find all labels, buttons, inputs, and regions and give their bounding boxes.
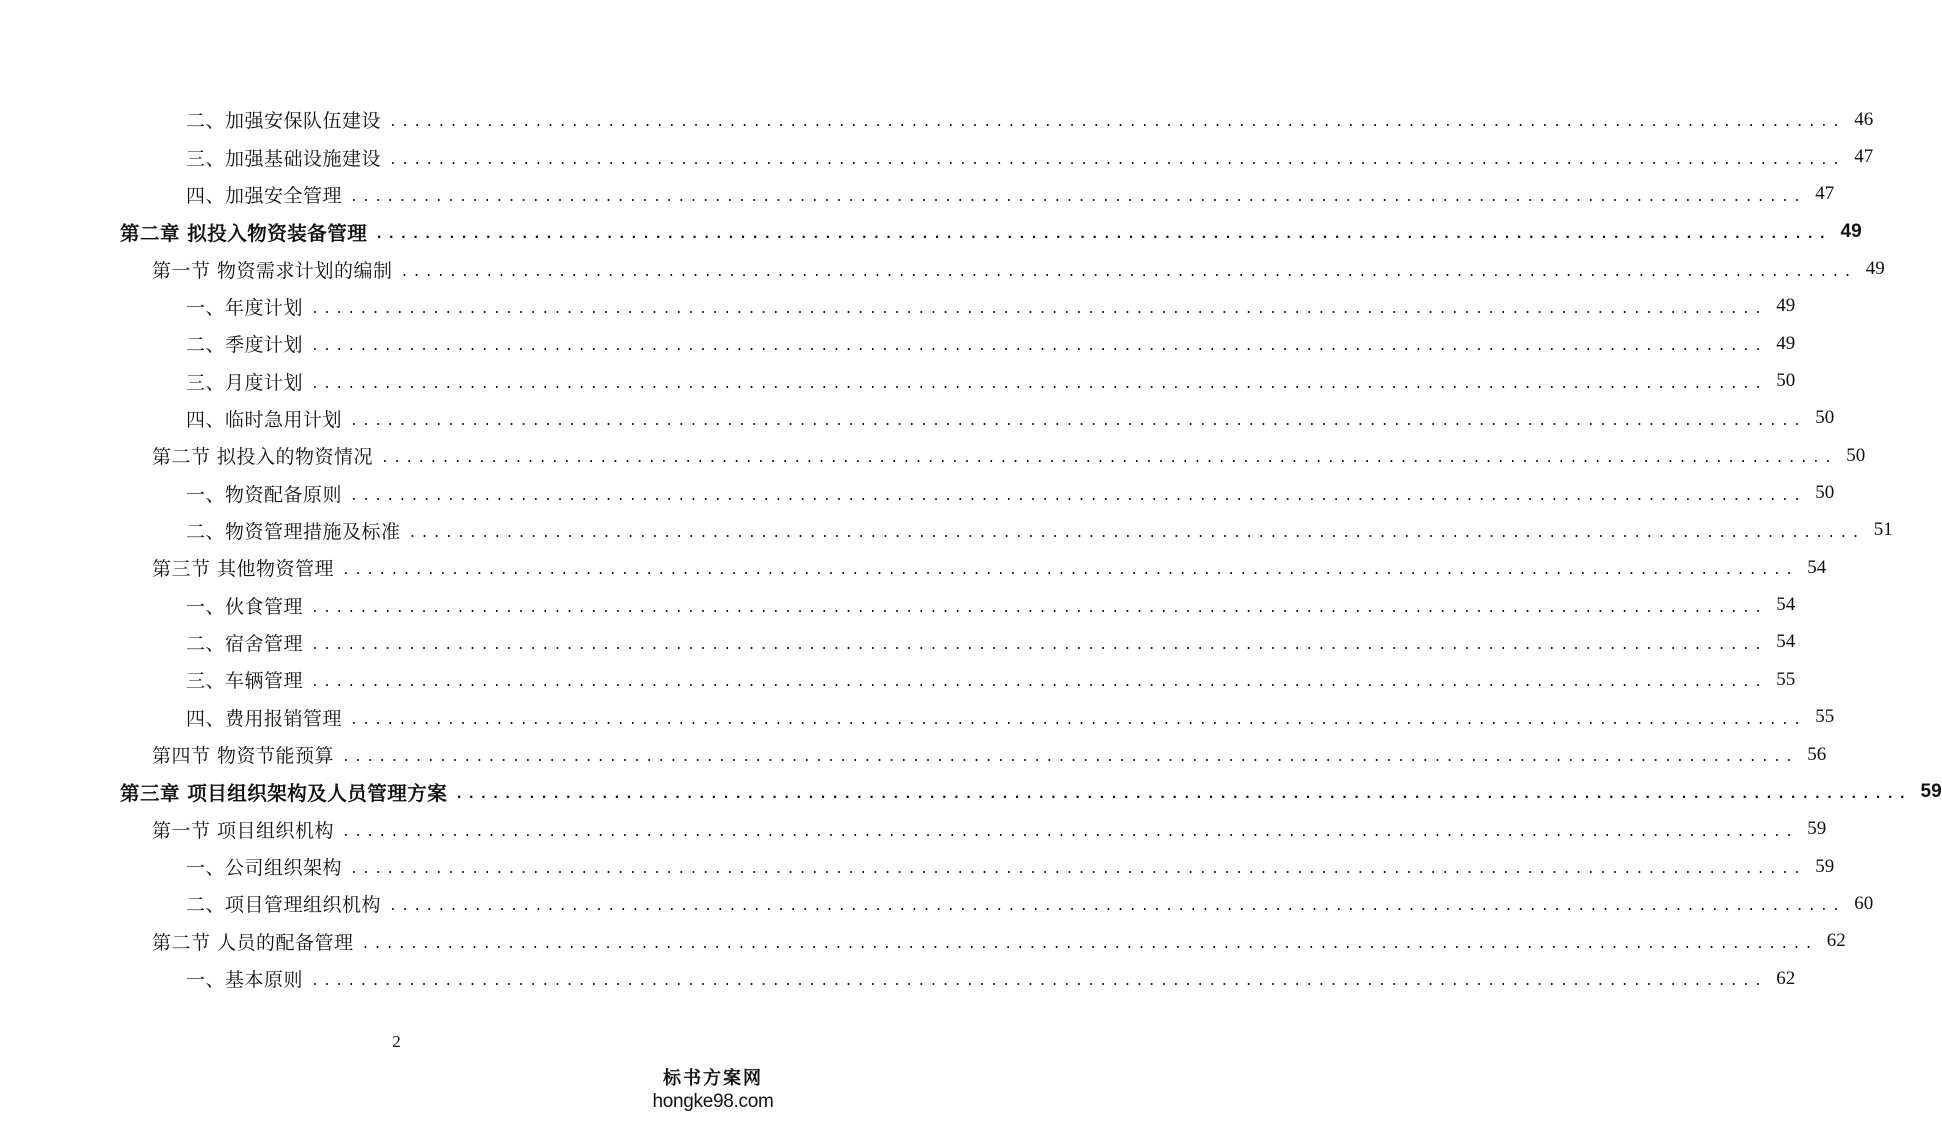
toc-subsection-entry[interactable] [0,101,1874,138]
toc-subsection-entry[interactable] [0,960,1796,997]
toc-leader-dots: ........................................................................................................................ [381,451,1837,467]
toc-entry-page: 55 [1776,668,1796,690]
watermark-logo [647,1068,779,1114]
toc-section-entry[interactable] [0,549,1827,586]
toc-entry-page: 49 [1840,220,1862,242]
toc-section-entry[interactable] [0,250,1885,287]
toc-leader-dots: ........................................................................................................................ [350,712,1806,728]
toc-entry-label: 二、宿舍管理 [186,632,304,655]
toc-entry-page: 49 [1776,295,1796,317]
toc-leader-dots: ........................................................................................................................ [311,376,1767,392]
toc-leader-dots: ........................................................................................................................ [350,189,1806,205]
toc-entry-label: 第三章 项目组织架构及人员管理方案 [120,781,448,805]
toc-subsection-entry[interactable] [0,474,1835,511]
toc-entry-label: 四、临时急用计划 [186,408,343,431]
toc-entry-page: 47 [1815,183,1835,205]
toc-entry-page: 59 [1815,855,1835,877]
toc-entry-label: 第一节 物资需求计划的编制 [152,259,393,282]
toc-leader-dots: ........................................................................................................................ [389,899,1845,915]
toc-entry-label: 一、基本原则 [186,969,304,992]
toc-entry-label: 四、费用报销管理 [186,707,343,730]
toc-subsection-entry[interactable] [0,586,1796,623]
toc-entry-page: 54 [1776,594,1796,616]
toc-entry-page: 50 [1815,407,1835,429]
toc-leader-dots: ........................................................................................................................ [400,264,1856,280]
watermark-name: 标书方案网 [663,1068,763,1089]
toc-chapter-entry[interactable] [0,213,1862,250]
toc-subsection-entry[interactable] [0,362,1796,399]
toc-entry-page: 54 [1807,556,1827,578]
toc-entry-page: 47 [1854,146,1874,168]
toc-subsection-entry[interactable] [0,885,1874,922]
toc-leader-dots: ........................................................................................................................ [408,525,1864,541]
toc-entry-page: 46 [1854,108,1874,130]
toc-leader-dots: ........................................................................................................................ [455,787,1911,803]
toc-entry-label: 第一节 项目组织机构 [152,819,335,842]
toc-entry-page: 49 [1776,332,1796,354]
toc-section-entry[interactable] [0,811,1827,848]
toc-leader-dots: ........................................................................................................................ [311,974,1767,990]
toc-leader-dots: ........................................................................................................................ [350,413,1806,429]
toc-entry-label: 第二节 人员的配备管理 [152,931,354,954]
toc-leader-dots: ........................................................................................................................ [389,152,1845,168]
toc-entry-label: 一、伙食管理 [186,595,304,618]
toc-leader-dots: ........................................................................................................................ [342,750,1798,766]
page-number: 2 [392,1032,401,1051]
toc-entry-page: 49 [1865,258,1885,280]
toc-entry-page: 50 [1846,444,1866,466]
toc-entry-label: 二、季度计划 [186,334,304,357]
toc-subsection-entry[interactable] [0,176,1835,213]
toc-leader-dots: ........................................................................................................................ [342,824,1798,840]
toc-leader-dots: ........................................................................................................................ [311,675,1767,691]
toc-entry-page: 60 [1854,892,1874,914]
toc-leader-dots: ........................................................................................................................ [350,862,1806,878]
toc-entry-page: 55 [1815,706,1835,728]
toc-entry-page: 59 [1920,780,1942,802]
toc-subsection-entry[interactable] [0,624,1796,661]
toc-subsection-entry[interactable] [0,325,1796,362]
toc-entry-label: 三、月度计划 [186,371,304,394]
toc-subsection-entry[interactable] [0,400,1835,437]
toc-entry-label: 二、项目管理组织机构 [186,894,382,917]
toc-entry-label: 三、加强基础设施建设 [186,147,382,170]
toc-entry-label: 一、物资配备原则 [186,483,343,506]
toc-subsection-entry[interactable] [0,661,1796,698]
toc-leader-dots: ........................................................................................................................ [350,488,1806,504]
toc-entry-label: 第二章 拟投入物资装备管理 [120,221,368,245]
toc-leader-dots: ........................................................................................................................ [375,227,1831,243]
toc-section-entry[interactable] [0,437,1866,474]
toc-entry-page: 54 [1776,631,1796,653]
toc-subsection-entry[interactable] [0,699,1835,736]
toc-entry-label: 第三节 其他物资管理 [152,558,335,581]
toc-entry-label: 二、物资管理措施及标准 [186,520,401,543]
table-of-contents [0,101,1942,997]
toc-entry-page: 59 [1807,818,1827,840]
toc-entry-label: 一、年度计划 [186,296,304,319]
toc-subsection-entry[interactable] [0,512,1893,549]
toc-chapter-entry[interactable] [0,773,1942,810]
toc-entry-label: 四、加强安全管理 [186,184,343,207]
toc-entry-page: 62 [1826,930,1846,952]
toc-entry-page: 50 [1815,482,1835,504]
toc-subsection-entry[interactable] [0,138,1874,175]
toc-entry-label: 一、公司组织架构 [186,857,343,880]
toc-entry-page: 56 [1807,743,1827,765]
toc-leader-dots: ........................................................................................................................ [311,301,1767,317]
toc-subsection-entry[interactable] [0,288,1796,325]
toc-leader-dots: ........................................................................................................................ [361,936,1817,952]
toc-section-entry[interactable] [0,736,1827,773]
toc-entry-page: 50 [1776,370,1796,392]
toc-entry-label: 三、车辆管理 [186,670,304,693]
toc-section-entry[interactable] [0,923,1846,960]
toc-entry-label: 第二节 拟投入的物资情况 [152,446,374,469]
toc-entry-page: 51 [1873,519,1893,541]
watermark-url: hongke98.com [652,1091,774,1112]
toc-leader-dots: ........................................................................................................................ [311,637,1767,653]
toc-subsection-entry[interactable] [0,848,1835,885]
toc-leader-dots: ........................................................................................................................ [311,339,1767,355]
toc-entry-page: 62 [1776,967,1796,989]
toc-entry-label: 第四节 物资节能预算 [152,745,335,768]
toc-leader-dots: ........................................................................................................................ [342,563,1798,579]
toc-entry-label: 二、加强安保队伍建设 [186,110,382,133]
toc-leader-dots: ........................................................................................................................ [311,600,1767,616]
toc-leader-dots: ........................................................................................................................ [389,115,1845,131]
